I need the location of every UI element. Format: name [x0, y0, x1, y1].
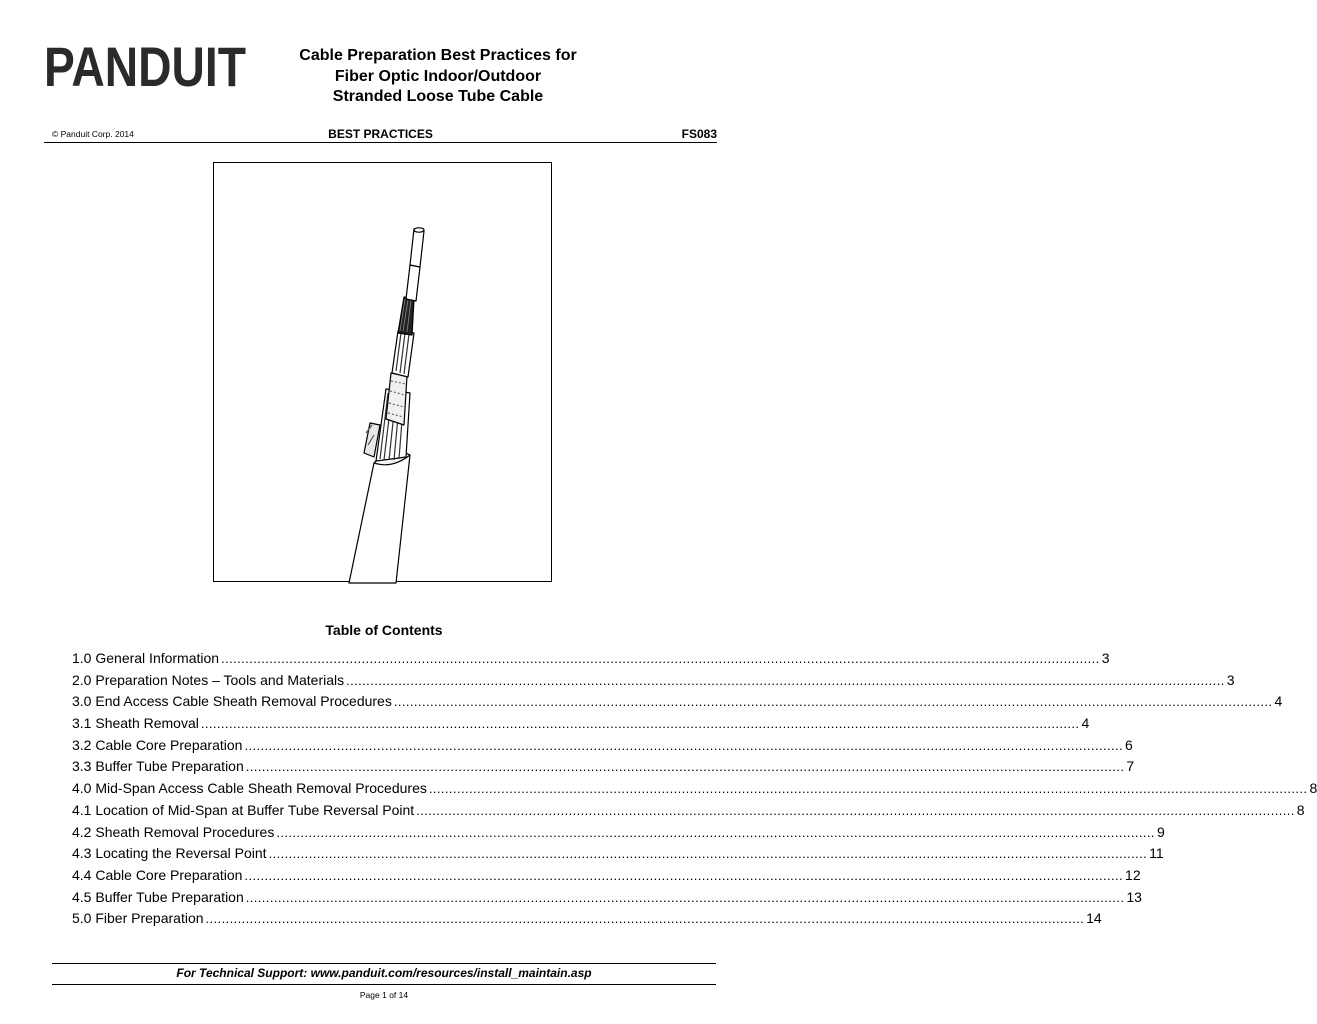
toc-leader	[416, 800, 1295, 822]
toc-leader	[244, 865, 1123, 887]
toc-entry-title: 2.0 Preparation Notes – Tools and Materials	[72, 671, 345, 688]
footer-divider	[52, 984, 716, 985]
toc-entry[interactable]	[72, 908, 1102, 930]
toc-entry-page: 8	[1296, 801, 1305, 818]
toc-entry[interactable]	[72, 691, 1283, 713]
toc-entry-title: 3.0 End Access Cable Sheath Removal Procedures	[72, 693, 392, 710]
toc-entry[interactable]	[72, 800, 1305, 822]
document-title	[282, 46, 594, 108]
toc-leader	[429, 778, 1308, 800]
toc-entry-page: 4	[1081, 715, 1090, 732]
cable-illustration	[213, 162, 552, 582]
toc-entry-title: 4.1 Location of Mid-Span at Buffer Tube Reversal Point	[72, 801, 415, 818]
toc-entry-title: 4.5 Buffer Tube Preparation	[72, 888, 244, 905]
toc-entry-page: 13	[1126, 888, 1142, 905]
toc-leader	[201, 713, 1080, 735]
panduit-logo	[44, 35, 246, 98]
toc-entry-title: 4.3 Locating the Reversal Point	[72, 845, 267, 862]
toc-entry[interactable]	[72, 713, 1090, 735]
toc-entry[interactable]	[72, 822, 1165, 844]
toc-leader	[346, 670, 1225, 692]
toc-leader	[269, 843, 1148, 865]
toc-entry-page: 3	[1226, 671, 1235, 688]
toc-entry-page: 3	[1101, 650, 1110, 666]
technical-support-link[interactable]: For Technical Support: www.panduit.com/resources/install_maintain.asp	[176, 966, 592, 980]
toc-entry-page: 8	[1309, 780, 1317, 797]
toc-entry[interactable]	[72, 735, 1133, 757]
document-code: FS083	[681, 127, 717, 141]
toc-entry[interactable]	[72, 865, 1141, 887]
title-line: Cable Preparation Best Practices for	[299, 47, 577, 64]
toc-entry-title: 4.4 Cable Core Preparation	[72, 866, 243, 883]
toc-entry-title: 1.0 General Information	[72, 650, 220, 666]
toc-entry-title: 5.0 Fiber Preparation	[72, 910, 204, 927]
toc-entry-page: 11	[1149, 845, 1164, 862]
toc-entry-title: 4.2 Sheath Removal Procedures	[72, 823, 275, 840]
toc-leader	[394, 691, 1273, 713]
toc-leader	[246, 887, 1125, 909]
toc-leader	[244, 735, 1123, 757]
document-type-label: BEST PRACTICES	[328, 127, 433, 141]
toc-entry-page: 14	[1086, 910, 1102, 927]
toc-leader	[276, 822, 1155, 844]
toc-entry[interactable]	[72, 887, 1142, 909]
toc-leader	[221, 648, 1100, 670]
toc-entry-title: 4.0 Mid-Span Access Cable Sheath Removal Procedures	[72, 780, 427, 797]
toc-entry-title: 3.1 Sheath Removal	[72, 715, 199, 732]
toc-title: Table of Contents	[325, 622, 443, 638]
stranded-loose-tube-cable-drawing	[214, 163, 553, 583]
footer-divider	[52, 963, 716, 964]
toc-entry[interactable]	[72, 670, 1235, 692]
title-line: Stranded Loose Tube Cable	[332, 88, 544, 105]
table-of-contents	[72, 648, 1317, 930]
toc-entry-page: 6	[1125, 736, 1133, 753]
toc-entry[interactable]	[72, 778, 1317, 800]
toc-entry[interactable]	[72, 648, 1110, 670]
toc-entry[interactable]	[72, 756, 1135, 778]
toc-entry-page: 12	[1125, 866, 1141, 883]
title-line: Fiber Optic Indoor/Outdoor	[334, 67, 542, 85]
toc-entry-title: 3.3 Buffer Tube Preparation	[72, 758, 244, 775]
toc-entry-page: 4	[1274, 693, 1283, 710]
toc-entry-title: 3.2 Cable Core Preparation	[72, 736, 243, 753]
page-number: Page 1 of 14	[359, 990, 409, 1000]
header-meta-row	[44, 126, 717, 143]
toc-leader	[246, 756, 1125, 778]
toc-entry-page: 9	[1156, 823, 1165, 840]
logo-text: PANDUIT	[44, 35, 246, 98]
toc-entry[interactable]	[72, 843, 1164, 865]
toc-leader	[206, 908, 1085, 930]
toc-entry-page: 7	[1126, 758, 1135, 775]
copyright-text: © Panduit Corp. 2014	[52, 129, 134, 139]
